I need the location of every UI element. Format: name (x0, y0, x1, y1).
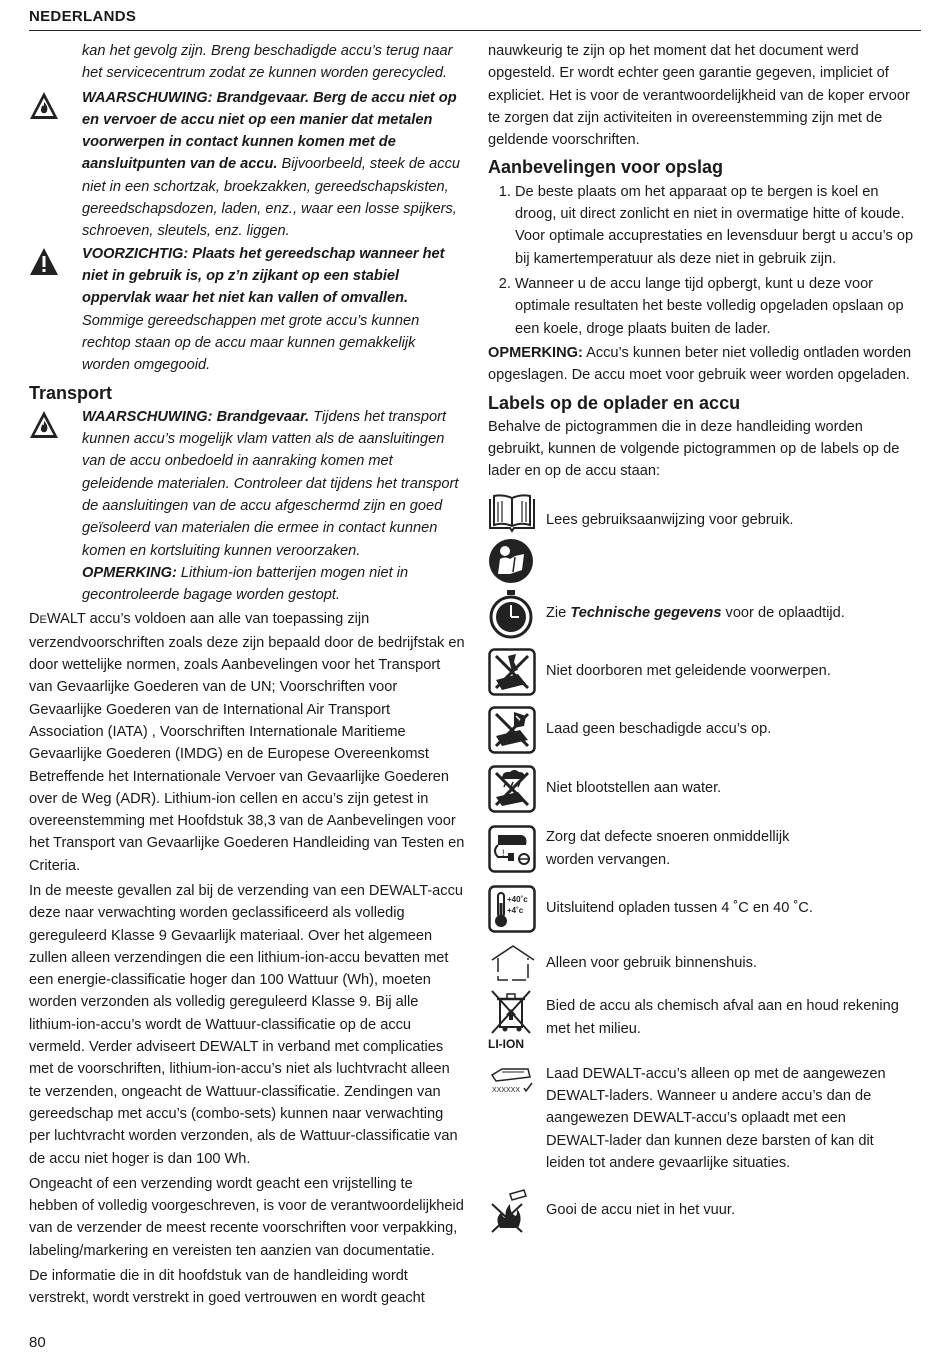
label-recycle (488, 989, 920, 1055)
continued-paragraph: kan het gevolg zijn. Breng beschadigde accu’s terug naar het servicecentrum zodat ze kunnen worden gerecycled. (82, 43, 453, 82)
brand-d: D (29, 611, 40, 628)
information-paragraph: De informatie die in dit hoofdstuk van de handleiding wordt verstrekt, wordt verstrekt in goed vertrouwen en wordt geacht (29, 1268, 425, 1307)
page-number: 80 (29, 1334, 46, 1351)
transport-heading: Transport (29, 383, 113, 404)
label-dewalt-chargers (488, 1063, 920, 1183)
label-no-water (488, 759, 920, 819)
label-text: Niet doorboren met geleidende voorwerpen. (546, 663, 831, 680)
xxxxxx-label: XXXXXX (492, 1086, 521, 1094)
label-no-pierce (488, 643, 920, 701)
exemption-paragraph: Ongeacht of een verzending wordt geacht een vrijstelling te hebben of volledig voorgeschreven, is voor de verantwoordelijkheid van de verzender de meest recente voorschriften voor verpakking, labeling/markering en vereisten ten aanzien van documentatie. (29, 1175, 464, 1259)
text-part: voor de oplaadtijd. (721, 605, 845, 622)
warning-bold-text: WAARSCHUWING: Brandgevaar. Berg de accu niet op en vervoer de accu niet op een manier dat metalen voorwerpen in contact kunnen komen met de aansluitpunten van de accu. (82, 89, 457, 173)
label-text: Uitsluitend opladen tussen 4 ˚C en 40 ˚C. (546, 900, 813, 917)
thermometer-icon (488, 885, 536, 933)
label-text: Bied de accu als chemisch afval aan en houd rekening met het milieu. (546, 998, 899, 1037)
fire-warning-icon (29, 410, 59, 440)
fire-warning-storage (29, 87, 465, 243)
label-defective-cords (488, 819, 920, 879)
indoor-house-icon (488, 944, 538, 984)
label-text: Laad geen beschadigde accu’s op. (546, 721, 772, 738)
note-text: Accu’s kunnen beter niet volledig ontladen worden opgeslagen. De accu moet voor gebruik weer worden opgeladen. (488, 344, 912, 384)
label-no-damaged-battery (488, 701, 920, 759)
caution-text: Sommige gereedschappen met grote accu’s kunnen rechtop staan op de accu maar kunnen gemakkelijk worden omgegooid. (82, 312, 420, 374)
timer-icon (488, 589, 534, 639)
temp-high-label: +40˚c (507, 894, 528, 904)
labels-heading: Labels op de oplader en accu (488, 393, 741, 414)
paragraph-text: WALT accu’s voldoen aan alle van toepassing zijn verzendvoorschriften zoals deze zijn bepaald door de bedrijfstak en door wettelijke normen, zoals Aanbevelingen voor het Transport van Gevaarlijke Goederen van de UN; Voorschriften voor Gevaarlijke Goederen van de International Air Transport Association (IATA) , Voorschriften Internationale Maritieme Gevaarlijke Goederen (IMDG) en de Europese Overeenkomst Betreffende het Internationale Vervoer van Gevaarlijke Goederen over de Weg (ADR). Lithium-ion cellen en accu’s zijn getest in overeenstemming met Hoofdstuk 38,3 van de Aanbevelingen voor het Transport van Gevaarlijke Goederen Handleiding van Testen en Criteria. (29, 611, 465, 874)
no-pierce-icon (488, 648, 536, 696)
list-item: 1. De beste plaats om het apparaat op te bergen is koel en droog, uit direct zonlicht en niet in overmatige hitte of koude. Voor optimale accuprestaties en levensduur bergt u accu’s op bij kamertemperatuur als deze niet in gebruik zijn. (515, 181, 920, 270)
shipping-paragraph: In de meeste gevallen zal bij de verzending van een DEWALT-accu deze naar verwachting worden geclassificeerd als volledig gereguleerd Klasse 9 Gevaarlijk materiaal. Over het algemeen zullen alleen verzendingen die een lithium-ion-accu bevatten met een energie-classificatie hoger dan 100 Wattuur (Wh), moeten worden verzonden als volledig gereguleerd Klasse 9. Bij alle lithium-ion-accu’s wordt de Wattuur-classificatie op de accu vermeld. Verder adviseert DEWALT in verband met complicaties met de voorschriften, lithium-ion-accu’s niet als luchtvracht alleen te verzenden, ongeacht de Wattuur-classificatie. Zendingen van gereedschap met accu’s (combo-sets) kunnen naar verwachting per luchtvracht worden verzonden, als de Wattuur-classificatie van de accu niet hoger is dan 100 Wh. (29, 882, 463, 1167)
no-fire-icon (488, 1188, 534, 1234)
right-column (488, 40, 920, 1239)
label-text: Lees gebruiksaanwijzing voor gebruik. (546, 512, 794, 529)
label-text (546, 602, 845, 624)
note-label: OPMERKING: (82, 564, 177, 581)
warning-bold-text: WAARSCHUWING: Brandgevaar. (82, 408, 310, 425)
text-part: Zie (546, 605, 571, 622)
book-icon (488, 494, 536, 534)
battery-charger-icon (488, 1063, 536, 1095)
no-water-icon (488, 765, 536, 813)
note-label: OPMERKING: (488, 344, 583, 361)
label-text: Gooi de accu niet in het vuur. (546, 1202, 736, 1219)
label-no-fire (488, 1183, 920, 1239)
note-text: Lithium-ion batterijen mogen niet in gecontroleerde bagage worden gestopt. (82, 564, 409, 604)
caution-note (29, 243, 465, 377)
label-text: Zorg dat defecte snoeren onmiddellijk worden vervangen. (546, 829, 790, 868)
warning-text: Bijvoorbeeld, steek de accu niet in een schortzak, broekzakken, gereedschapskisten, gereedschapsdozen, laden, enz., waar een losse spijkers, schroeven, sleutels, enz. liggen. (82, 156, 460, 240)
label-text: Niet blootstellen aan water. (546, 780, 722, 797)
li-ion-label: LI-ION (488, 1036, 524, 1051)
label-read-manual (488, 493, 920, 585)
storage-list (488, 181, 920, 340)
page-header (29, 8, 921, 31)
dewalt-compliance-paragraph (29, 608, 465, 877)
warning-text: Tijdens het transport kunnen accu’s mogelijk vlam vatten als de aansluitingen van de accu onbedoeld in aanraking komen met geleidende materialen. Controleer dat tijdens het transport de aansluitingen van de accu afgeschermd zijn en goed geïsoleerd van materialen die ermee in contact kunnen komen en kortsluiting kunnen veroorzaken. (82, 408, 459, 559)
crossed-bin-icon (488, 989, 534, 1035)
lithium-note (29, 562, 465, 607)
label-text: Alleen voor gebruik binnenshuis. (546, 955, 757, 972)
no-damaged-battery-icon (488, 706, 536, 754)
labels-intro: Behalve de pictogrammen die in deze handleiding worden gebruikt, kunnen de volgende pictogrammen op de labels op de lader en op de accu staan: (488, 418, 900, 480)
charger-cord-icon (488, 825, 536, 873)
brand-e: E (39, 614, 47, 627)
storage-heading: Aanbevelingen voor opslag (488, 157, 724, 178)
label-indoor-only (488, 939, 920, 989)
label-technical-data (488, 585, 920, 643)
temp-low-label: +4˚c (507, 905, 524, 915)
caution-icon (29, 247, 59, 277)
fire-warning-icon (29, 91, 59, 121)
label-temperature (488, 879, 920, 939)
read-manual-icon (488, 538, 534, 584)
technical-data-reference: Technische gegevens (570, 605, 722, 622)
svg-text:!: ! (502, 847, 505, 858)
continued-paragraph: nauwkeurig te zijn op het moment dat het document werd opgesteld. Er wordt echter geen garantie gegeven, impliciet of expliciet. Het is voor de verantwoordelijkheid van de koper ervoor te zorgen dat zijn activiteiten in overeenstemming zijn met de geldende voorschriften. (488, 43, 910, 149)
left-column (29, 40, 465, 1310)
list-item: 2. Wanneer u de accu lange tijd opbergt, kunt u deze voor optimale resultaten het beste volledig opgeladen opslaan op een koele, droge plaats buiten de lader. (515, 273, 920, 340)
storage-note (488, 342, 920, 387)
caution-bold-text: VOORZICHTIG: Plaats het gereedschap wanneer het niet in gebruik is, op z’n zijkant op een stabiel oppervlak waar het niet kan vallen of omvallen. (82, 245, 445, 307)
language-label: NEDERLANDS (29, 8, 137, 25)
label-text: Laad DEWALT-accu’s alleen op met de aangewezen DEWALT-laders. Wanneer u andere accu’s dan de aangewezen DEWALT-accu’s oplaadt met een DEWALT-lader dan kunnen deze barsten of kan dit leiden tot andere gevaarlijke situaties. (546, 1065, 886, 1171)
fire-warning-transport (29, 406, 465, 562)
